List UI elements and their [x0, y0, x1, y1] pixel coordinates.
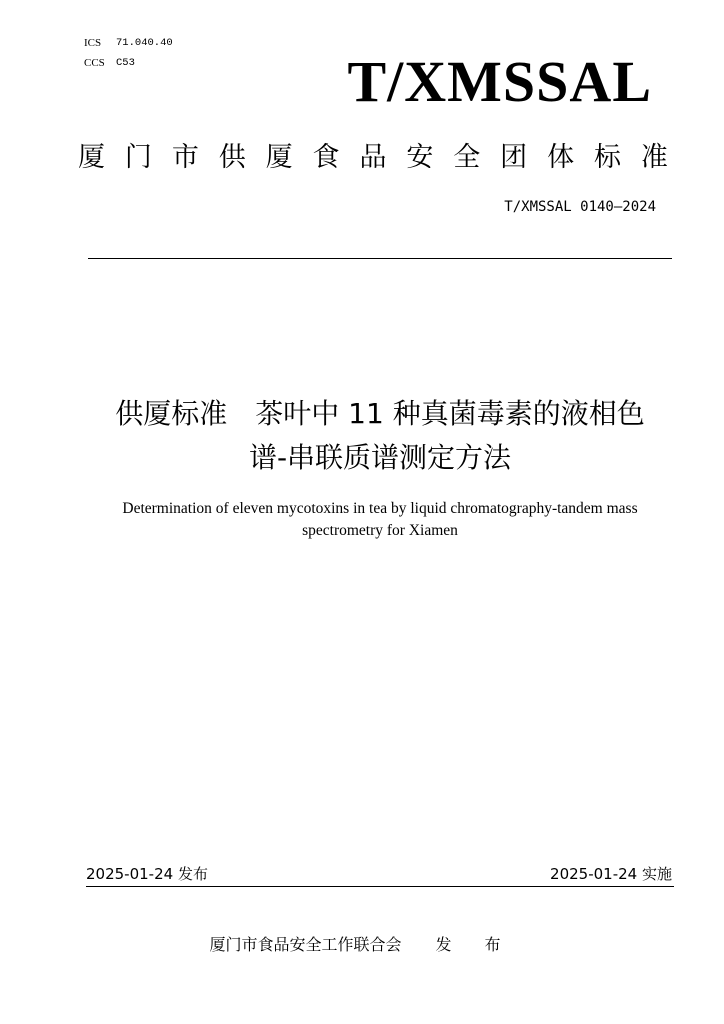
org-char: 市: [171, 142, 199, 173]
issuer-name: 厦门市食品安全工作联合会: [209, 935, 402, 954]
classification-codes: [84, 36, 173, 76]
english-title: [70, 498, 690, 542]
org-char: 品: [359, 142, 387, 173]
org-char: 全: [453, 142, 481, 173]
ccs-label: CCS: [84, 57, 105, 69]
publish-date: 2025-01-24 发布: [86, 865, 208, 883]
english-title-line-2: spectrometry for Xiamen: [302, 522, 458, 539]
org-char: 门: [124, 142, 152, 173]
title-line-2: 谱-串联质谱测定方法: [248, 441, 512, 474]
ics-label: ICS: [84, 37, 102, 49]
header-divider: [88, 258, 672, 259]
org-char: 厦: [265, 142, 293, 173]
issuer: [0, 934, 724, 956]
standard-brand: T/XMSSAL: [347, 49, 652, 114]
org-char: 标: [593, 142, 621, 173]
english-title-line-1: Determination of eleven mycotoxins in tea by liquid chromatography-tandem mass: [122, 500, 638, 517]
org-char: 安: [406, 142, 434, 173]
org-char: 团: [500, 142, 528, 173]
implement-date: 2025-01-24 实施: [550, 865, 672, 883]
standard-number: T/XMSSAL 0140—2024: [504, 199, 656, 215]
org-char: 准: [640, 142, 668, 173]
ccs-row: [84, 56, 173, 76]
org-char: 食: [312, 142, 340, 173]
document-title: [60, 392, 700, 480]
ccs-value: C53: [116, 57, 135, 69]
issuer-verb: 发 布: [435, 935, 515, 954]
org-char: 供: [218, 142, 246, 173]
org-char: 体: [547, 142, 575, 173]
footer-divider: [86, 886, 674, 887]
org-char: 厦: [78, 142, 105, 173]
ics-value: 71.040.40: [116, 37, 173, 49]
ics-row: [84, 36, 173, 56]
title-line-1: 供厦标准 茶叶中 11 种真菌毒素的液相色: [115, 397, 645, 430]
organization-title: [78, 138, 668, 178]
